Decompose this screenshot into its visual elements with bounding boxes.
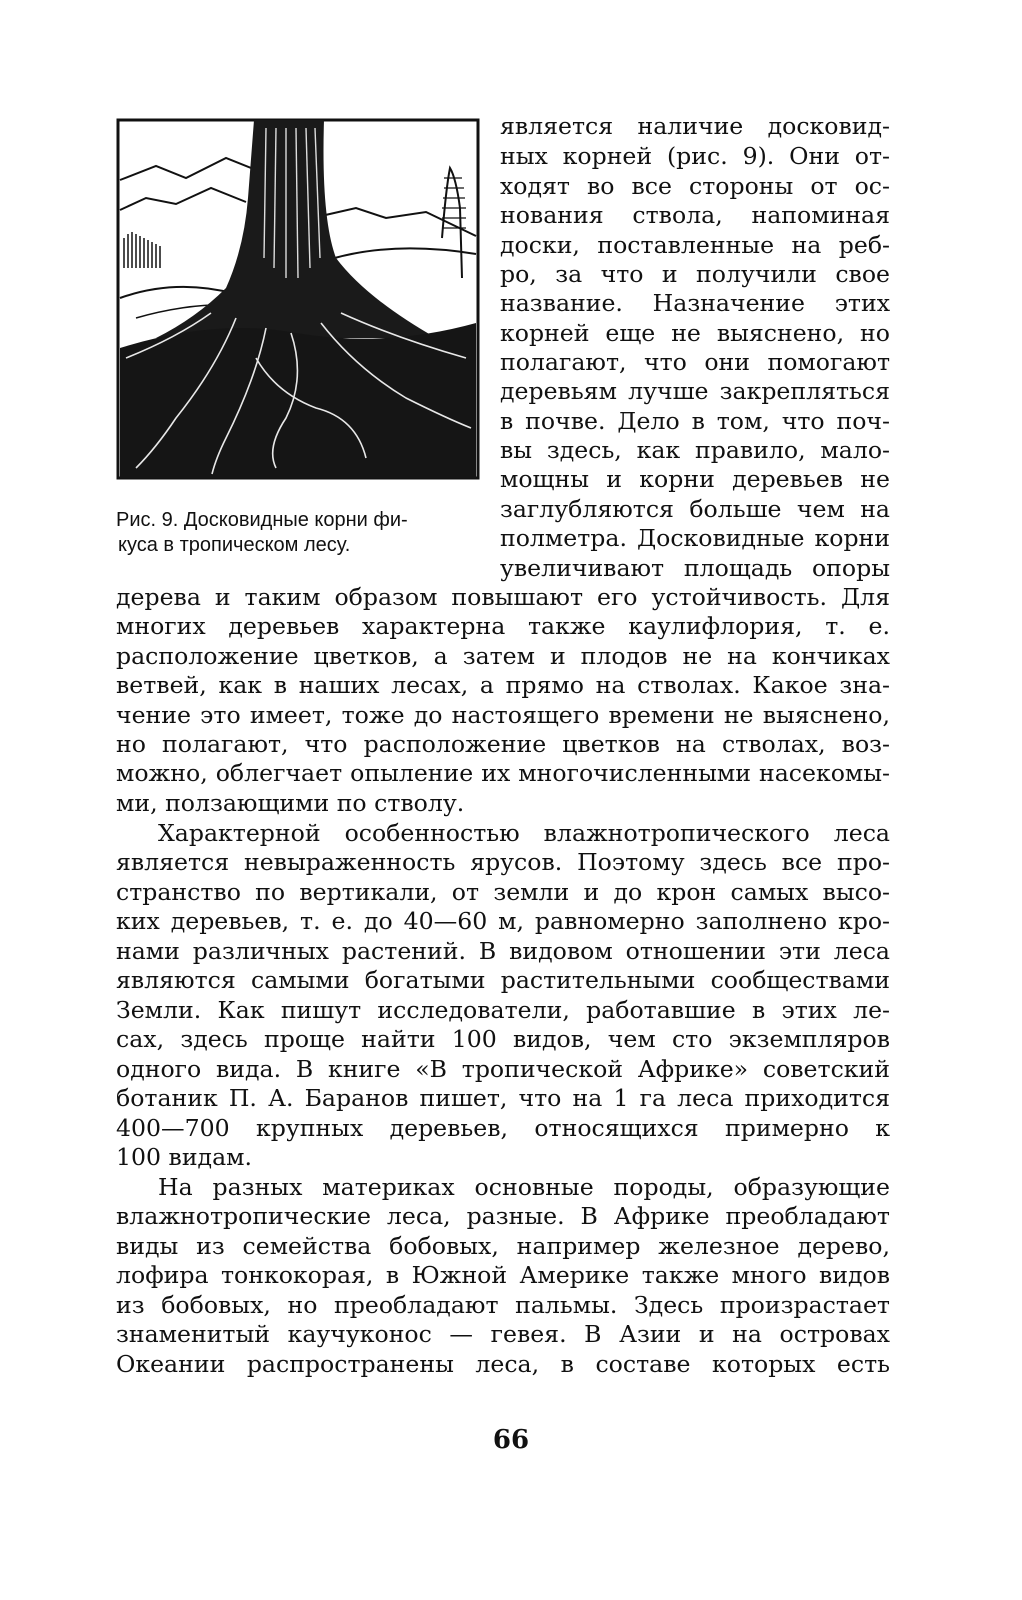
text-line: ветвей, как в наших лесах, а прямо на стволах. Какое зна- (116, 671, 890, 699)
figure-illustration (116, 118, 480, 480)
text-line: сах, здесь проще найти 100 видов, чем сто экземпляров (116, 1025, 890, 1053)
text-line: увеличивают площадь опоры (500, 554, 890, 582)
text-line: но полагают, что расположение цветков на стволах, воз- (116, 730, 890, 758)
caption-line: Рис. 9. Досковидные корни фи- (116, 509, 408, 531)
text-line: нования ствола, напоминая (500, 201, 890, 229)
text-line: корней еще не выяснено, но (500, 319, 890, 347)
text-line: знаменитый каучуконос — гевея. В Азии и на островах (116, 1320, 890, 1348)
text-line: является невыраженность ярусов. Поэтому здесь все про- (116, 848, 890, 876)
text-line: ходят во все стороны от ос- (500, 172, 890, 200)
text-line: дерева и таким образом повышают его устойчивость. Для (116, 583, 890, 611)
text-line: ких деревьев, т. е. до 40—60 м, равномерно заполнено кро- (116, 907, 890, 935)
text-line: ро, за что и получили свое (500, 260, 890, 288)
buttress-roots-illustration (116, 118, 480, 480)
text-line: полметра. Досковидные корни (500, 524, 890, 552)
text-line: ботаник П. А. Баранов пишет, что на 1 га леса приходится (116, 1084, 890, 1112)
text-line: ных корней (рис. 9). Они от- (500, 142, 890, 170)
figure-caption (116, 508, 496, 558)
page-number: 66 (492, 1425, 530, 1455)
caption-line: куса в тропическом лесу. (118, 534, 351, 556)
text-line: Земли. Как пишут исследователи, работавшие в этих ле- (116, 996, 890, 1024)
text-line: На разных материках основные породы, образующие (158, 1173, 890, 1201)
text-line: деревьям лучше закрепляться (500, 377, 890, 405)
text-line: можно, облегчает опыление их многочисленными насекомы- (116, 759, 890, 787)
text-line: странство по вертикали, от земли и до крон самых высо- (116, 878, 890, 906)
text-line: вы здесь, как правило, мало- (500, 436, 890, 464)
text-line: доски, поставленные на реб- (500, 231, 890, 259)
text-line: полагают, что они помогают (500, 348, 890, 376)
text-line: являются самыми богатыми растительными сообществами (116, 966, 890, 994)
text-line: многих деревьев характерна также каулифлория, т. е. (116, 612, 890, 640)
text-line: Характерной особенностью влажнотропического леса (158, 819, 890, 847)
text-line: лофира тонкокорая, в Южной Америке также много видов (116, 1261, 890, 1289)
text-line: чение это имеет, тоже до настоящего времени не выяснено, (116, 701, 890, 729)
text-line: 100 видам. (116, 1143, 252, 1171)
text-line: заглубляются больше чем на (500, 495, 890, 523)
text-line: является наличие досковид- (500, 112, 890, 140)
text-line: 400—700 крупных деревьев, относящихся примерно к (116, 1114, 890, 1142)
text-line: из бобовых, но преобладают пальмы. Здесь произрастает (116, 1291, 890, 1319)
text-line: нами различных растений. В видовом отношении эти леса (116, 937, 890, 965)
text-line: ми, ползающими по стволу. (116, 789, 465, 817)
text-line: мощны и корни деревьев не (500, 465, 890, 493)
text-line: одного вида. В книге «В тропической Африке» советский (116, 1055, 890, 1083)
text-line: в почве. Дело в том, что поч- (500, 407, 890, 435)
text-line: название. Назначение этих (500, 289, 890, 317)
text-line: виды из семейства бобовых, например железное дерево, (116, 1232, 890, 1260)
text-line: влажнотропические леса, разные. В Африке преобладают (116, 1202, 890, 1230)
text-line: Океании распространены леса, в составе которых есть (116, 1350, 890, 1378)
text-line: расположение цветков, а затем и плодов не на кончиках (116, 642, 890, 670)
